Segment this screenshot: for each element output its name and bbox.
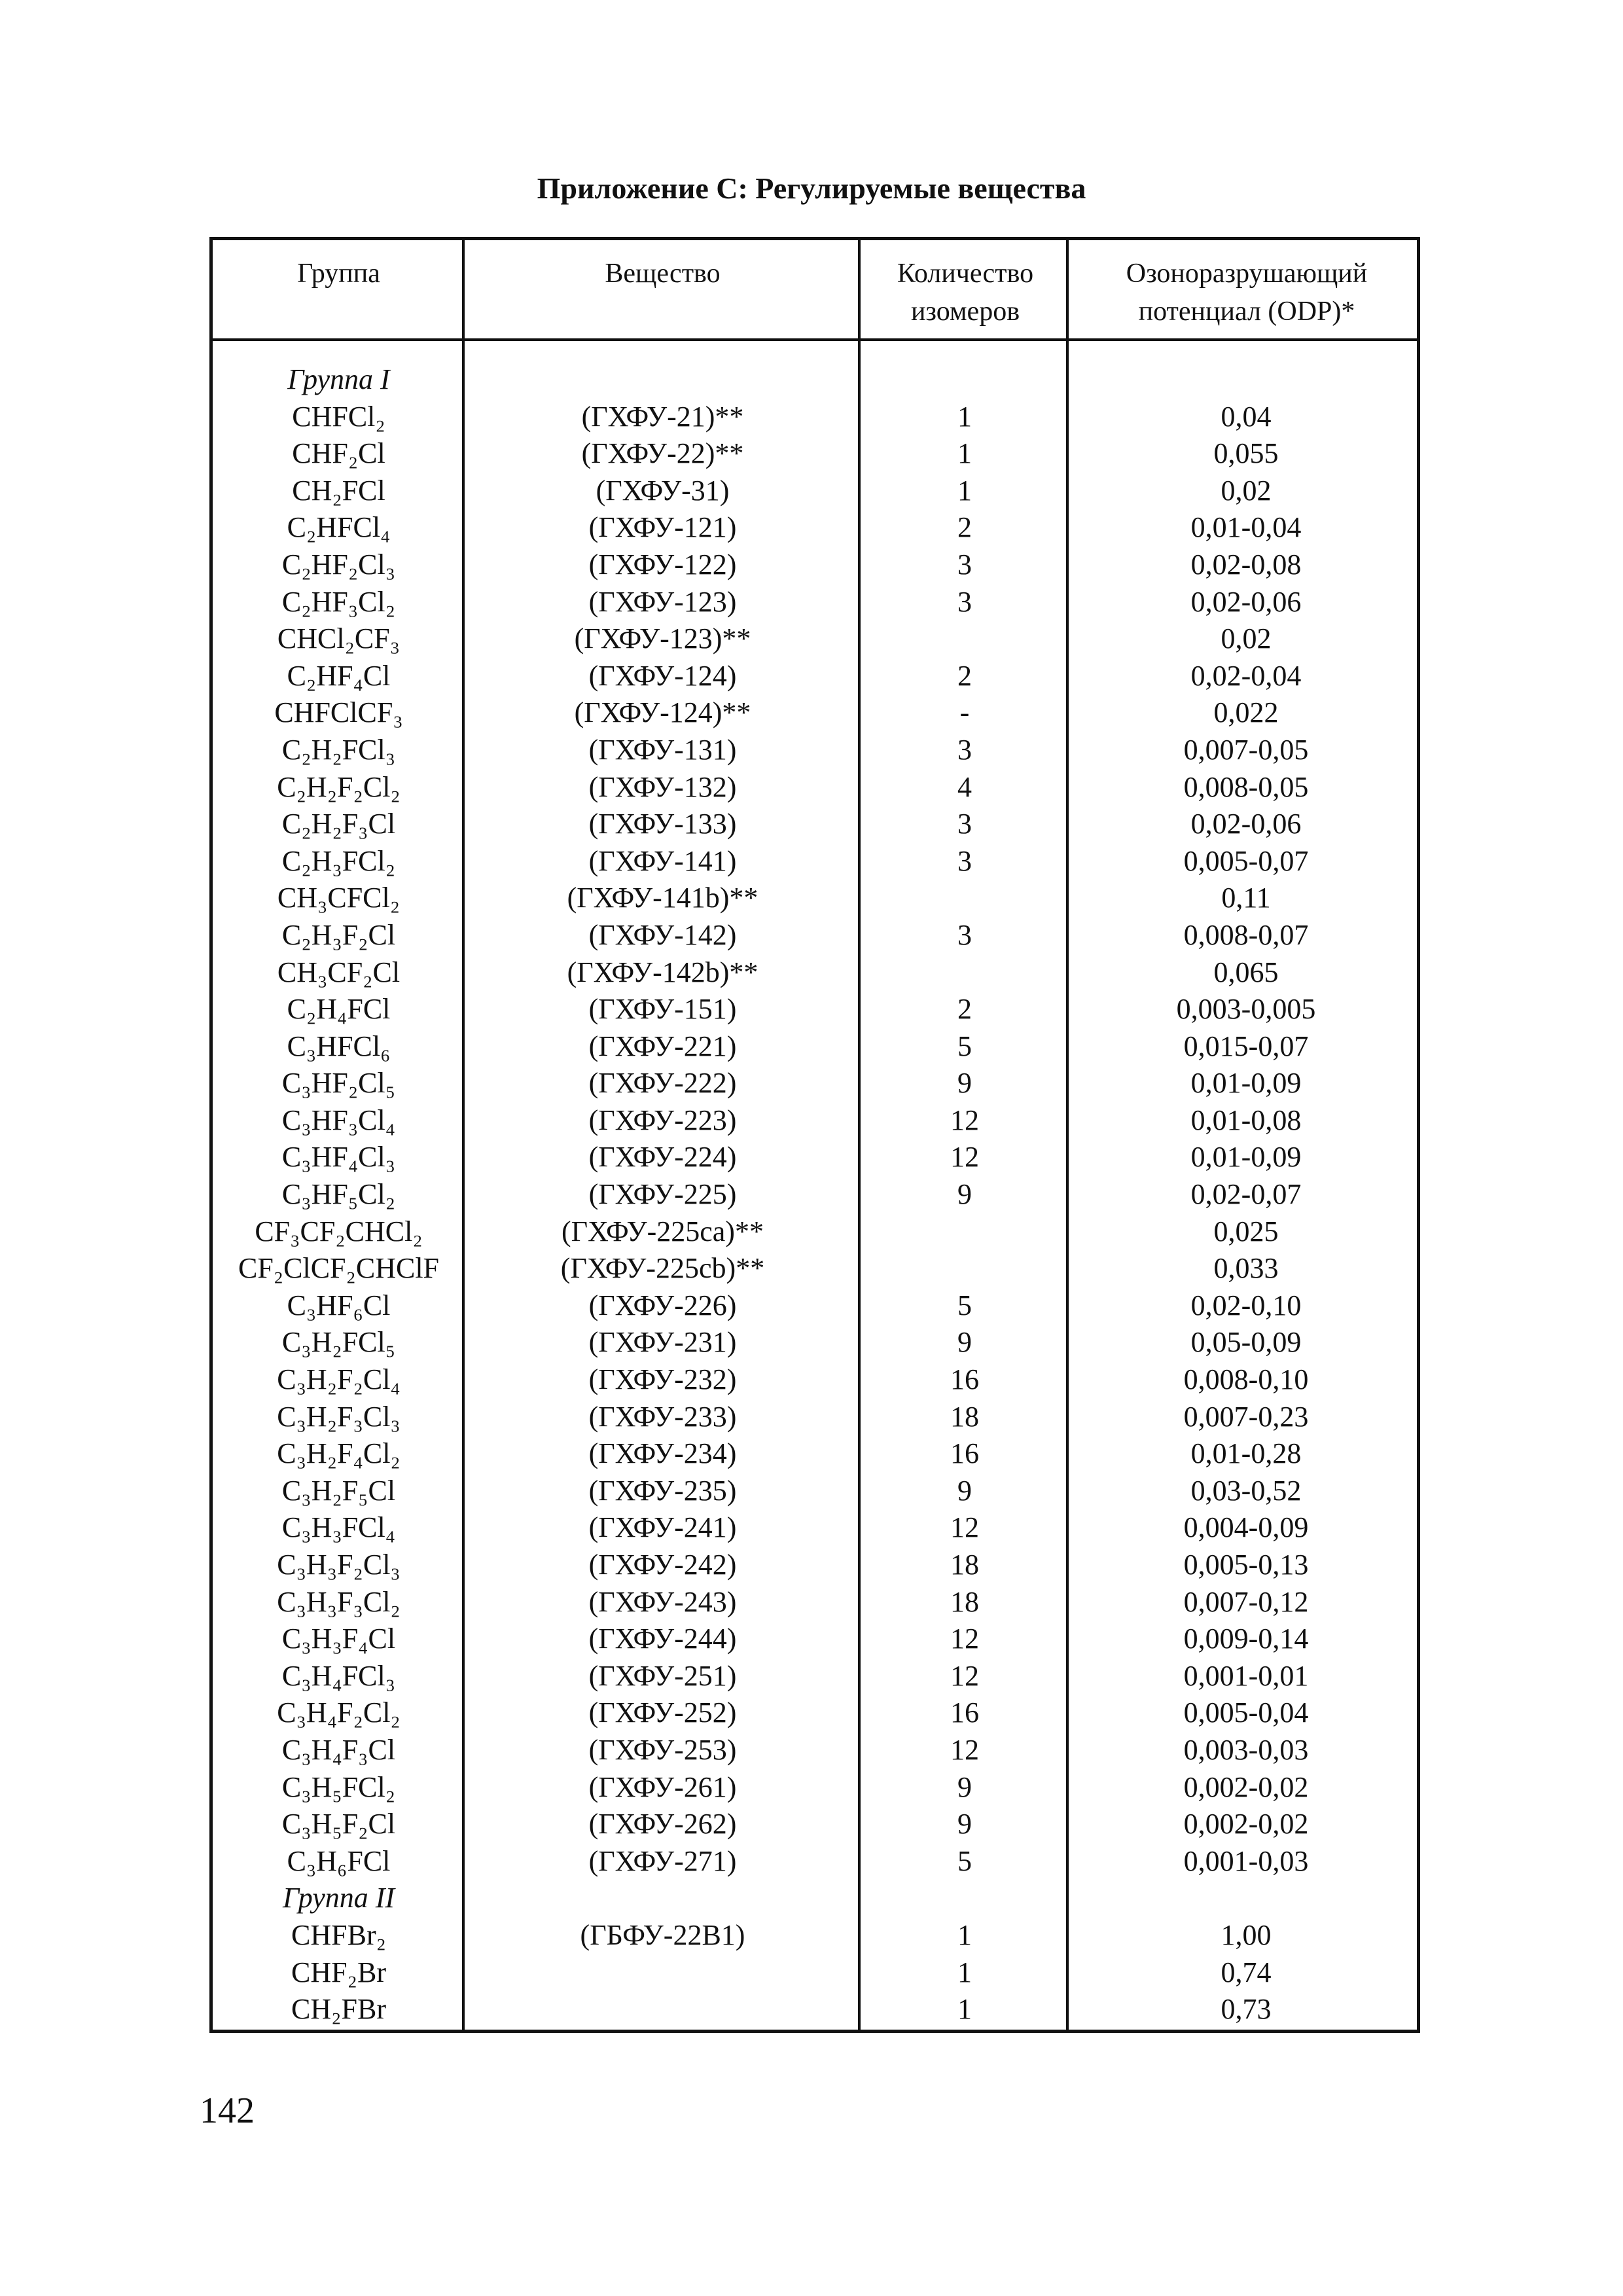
formula-cell: C₂H₂F₂Cl₂ [277,770,401,803]
formula-cell: CH₃CF₂Cl [277,956,401,988]
isomers-cell: 5 [957,1030,972,1062]
substance-cell: (ГХФУ-231) [588,1326,737,1359]
formula-cell: C₂H₃FCl₂ [281,844,396,877]
table-row [213,1287,1417,1325]
table-row [213,694,1417,732]
isomers-cell: 9 [957,1178,972,1211]
table-row [213,1769,1417,1806]
table-row [213,1880,1417,1917]
substance-cell: (ГХФУ-226) [588,1289,737,1321]
formula-cell: C₃HFCl₆ [287,1030,391,1062]
odp-cell: 0,02-0,06 [1190,808,1302,840]
substance-cell: (ГХФУ-151) [588,993,737,1026]
odp-cell: 0,022 [1213,696,1279,729]
odp-cell: 0,004-0,09 [1183,1511,1309,1544]
odp-cell: 0,11 [1221,882,1271,914]
formula-cell: CHFBr₂ [291,1918,386,1951]
formula-cell: C₃H₃F₃Cl₂ [277,1585,401,1618]
odp-cell: 0,055 [1213,437,1279,470]
table-row [213,399,1417,436]
isomers-cell: 18 [950,1585,979,1618]
table-row [213,880,1417,917]
substance-cell: (ГБФУ-22В1) [580,1918,745,1951]
formula-cell: C₃HF₄Cl₃ [281,1141,396,1174]
header-group: Группа [297,259,380,289]
table-row [213,1176,1417,1213]
table-row [213,917,1417,954]
formula-cell: C₂H₂F₃Cl [281,808,396,840]
formula-cell: C₃H₃F₄Cl [281,1623,396,1655]
formula-cell: CF₃CF₂CHCl₂ [255,1215,423,1247]
isomers-cell: 3 [957,733,972,766]
substances-table [209,237,1420,2033]
header-isomers: Количество изомеров [897,259,1034,327]
substance-cell: (ГХФУ-251) [588,1659,737,1692]
odp-cell: 0,007-0,05 [1183,733,1309,766]
substance-cell: (ГХФУ-243) [588,1585,737,1618]
isomers-cell: 2 [957,659,972,692]
odp-cell: 0,01-0,09 [1190,1141,1302,1174]
odp-cell: 0,02-0,04 [1190,659,1302,692]
odp-cell: 0,003-0,005 [1176,993,1316,1026]
formula-cell: C₃H₂FCl₅ [281,1326,396,1359]
substance-cell: (ГХФУ-122) [588,548,737,581]
table-row [213,1473,1417,1510]
odp-cell: 0,02-0,10 [1190,1289,1302,1321]
table-row [213,1658,1417,1695]
odp-cell: 0,01-0,08 [1190,1103,1302,1136]
odp-cell: 0,008-0,07 [1183,918,1309,951]
substance-cell: (ГХФУ-22)** [581,437,744,470]
formula-cell: C₂H₃F₂Cl [281,918,396,951]
table-row [213,509,1417,547]
odp-cell: 0,009-0,14 [1183,1623,1309,1655]
substance-cell: (ГХФУ-121) [588,511,737,544]
table-row [213,1435,1417,1473]
isomers-cell: 9 [957,1474,972,1507]
odp-cell: 0,05-0,09 [1190,1326,1302,1359]
substance-cell: (ГХФУ-142) [588,918,737,951]
substance-cell: (ГХФУ-252) [588,1696,737,1729]
substance-cell: (ГХФУ-131) [588,733,737,766]
table-row [213,1028,1417,1066]
table-row [213,1102,1417,1139]
odp-cell: 0,003-0,03 [1183,1733,1309,1766]
isomers-cell: 5 [957,1289,972,1321]
formula-cell: CH₃CFCl₂ [277,882,401,914]
formula-cell: C₂H₂FCl₃ [281,733,396,766]
isomers-cell: 12 [950,1103,979,1136]
odp-cell: 0,01-0,28 [1190,1437,1302,1470]
page-number: 142 [200,2090,255,2131]
isomers-cell: 1 [957,400,972,433]
odp-cell: 0,007-0,12 [1183,1585,1309,1618]
formula-cell: CH₂FCl [292,474,385,507]
table-row [213,954,1417,992]
odp-cell: 0,001-0,03 [1183,1844,1309,1877]
table-row [213,843,1417,880]
header-odp: Озоноразрушающий потенциал (ODP)* [1126,259,1368,327]
odp-cell: 0,005-0,07 [1183,844,1309,877]
table-row [213,1065,1417,1102]
isomers-cell: 9 [957,1067,972,1100]
isomers-cell: 4 [957,770,972,803]
substance-cell: (ГХФУ-262) [588,1808,737,1840]
substance-cell: (ГХФУ-244) [588,1623,737,1655]
table-row [213,435,1417,473]
formula-cell: C₂HF₄Cl [287,659,391,692]
table-row [213,1509,1417,1547]
formula-cell: C₃HF₆Cl [287,1289,391,1321]
odp-cell: 0,015-0,07 [1183,1030,1309,1062]
substance-cell: (ГХФУ-31) [596,474,730,507]
substance-cell: (ГХФУ-141) [588,844,737,877]
odp-cell: 0,73 [1221,1993,1272,2026]
formula-cell: C₃H₄FCl₃ [281,1659,396,1692]
substance-cell: (ГХФУ-123) [588,585,737,618]
substance-cell: (ГХФУ-221) [588,1030,737,1062]
substance-cell: (ГХФУ-233) [588,1400,737,1433]
substance-cell: (ГХФУ-225ca)** [562,1215,764,1247]
odp-cell: 0,005-0,04 [1183,1696,1309,1729]
substance-cell: (ГХФУ-242) [588,1549,737,1581]
table-row [213,991,1417,1028]
odp-cell: 0,02 [1221,622,1272,655]
formula-cell: C₂HF₃Cl₂ [281,585,396,618]
table-row [213,1695,1417,1732]
substance-cell: (ГХФУ-225) [588,1178,737,1211]
odp-cell: 0,005-0,13 [1183,1549,1309,1581]
page-title: Приложение С: Регулируемые вещества [537,171,1086,205]
substance-cell: (ГХФУ-241) [588,1511,737,1544]
isomers-cell: 18 [950,1549,979,1581]
table-row [213,1621,1417,1658]
substance-cell: (ГХФУ-234) [588,1437,737,1470]
table-row [213,1213,1417,1251]
table-row [213,1547,1417,1584]
isomers-cell: 9 [957,1326,972,1359]
header-substance: Вещество [605,259,721,289]
substance-cell: (ГХФУ-133) [588,808,737,840]
odp-cell: 0,001-0,01 [1183,1659,1309,1692]
odp-cell: 0,02 [1221,474,1272,507]
odp-cell: 0,025 [1213,1215,1279,1247]
formula-cell: C₂HF₂Cl₃ [281,548,396,581]
substance-cell: (ГХФУ-223) [588,1103,737,1136]
isomers-cell: 12 [950,1623,979,1655]
substance-cell: (ГХФУ-142b)** [567,956,758,988]
table-row [213,1361,1417,1399]
isomers-cell: 1 [957,1956,972,1988]
isomers-cell: 16 [950,1437,979,1470]
substance-cell: (ГХФУ-232) [588,1363,737,1396]
formula-cell: C₂HFCl₄ [287,511,391,544]
substance-cell: (ГХФУ-124)** [574,696,751,729]
formula-cell: C₃H₂F₅Cl [281,1474,396,1507]
substance-cell: (ГХФУ-235) [588,1474,737,1507]
isomers-cell: 12 [950,1141,979,1174]
group-label: Группа II [282,1882,395,1914]
isomers-cell: 1 [957,1993,972,2026]
table-row [213,1991,1417,2028]
isomers-cell: 1 [957,474,972,507]
table-row [213,1399,1417,1436]
isomers-cell: 3 [957,808,972,840]
isomers-cell: 16 [950,1363,979,1396]
formula-cell: C₃H₅F₂Cl [281,1808,396,1840]
table-row [213,806,1417,843]
odp-cell: 0,02-0,07 [1190,1178,1302,1211]
isomers-cell: 2 [957,993,972,1026]
odp-cell: 0,002-0,02 [1183,1808,1309,1840]
formula-cell: CH₂FBr [291,1993,386,2026]
substance-cell: (ГХФУ-123)** [574,622,751,655]
table-row [213,1806,1417,1843]
table-header [213,240,1417,338]
odp-cell: 0,74 [1221,1956,1272,1988]
formula-cell: CHCl₂CF₃ [277,622,401,655]
isomers-cell: 12 [950,1659,979,1692]
table-row [213,547,1417,584]
formula-cell: C₃H₂F₂Cl₄ [277,1363,401,1396]
odp-cell: 0,033 [1213,1252,1279,1285]
odp-cell: 1,00 [1221,1918,1272,1951]
formula-cell: C₃H₂F₃Cl₃ [277,1400,401,1433]
table-body [213,361,1417,2028]
odp-cell: 0,03-0,52 [1190,1474,1302,1507]
isomers-cell: 16 [950,1696,979,1729]
formula-cell: CHF₂Cl [292,437,385,470]
table-row [213,584,1417,621]
substance-cell: (ГХФУ-222) [588,1067,737,1100]
formula-cell: C₃H₅FCl₂ [281,1770,396,1803]
table-row [213,658,1417,695]
formula-cell: C₃HF₂Cl₅ [281,1067,396,1100]
table-row [213,1843,1417,1880]
substance-cell: (ГХФУ-132) [588,770,737,803]
formula-cell: CHFClCF₃ [274,696,403,729]
substance-cell: (ГХФУ-225cb)** [560,1252,765,1285]
isomers-cell: - [959,696,970,729]
odp-cell: 0,01-0,09 [1190,1067,1302,1100]
isomers-cell: 18 [950,1400,979,1433]
formula-cell: C₃H₆FCl [287,1844,391,1877]
table-row [213,1917,1417,1954]
table-row [213,1732,1417,1769]
table-row [213,732,1417,769]
formula-cell: C₃HF₅Cl₂ [281,1178,396,1211]
isomers-cell: 3 [957,918,972,951]
substance-cell: (ГХФУ-124) [588,659,737,692]
odp-cell: 0,02-0,08 [1190,548,1302,581]
isomers-cell: 12 [950,1733,979,1766]
isomers-cell: 1 [957,1918,972,1951]
odp-cell: 0,01-0,04 [1190,511,1302,544]
table-row [213,1954,1417,1992]
table-row [213,769,1417,806]
odp-cell: 0,04 [1221,400,1272,433]
table-row [213,1250,1417,1287]
table-row [213,473,1417,510]
formula-cell: CHFCl₂ [292,400,385,433]
header-divider [213,338,1417,341]
formula-cell: C₂H₄FCl [287,993,391,1026]
substance-cell: (ГХФУ-224) [588,1141,737,1174]
odp-cell: 0,008-0,10 [1183,1363,1309,1396]
substance-cell: (ГХФУ-261) [588,1770,737,1803]
table-row [213,1139,1417,1176]
isomers-cell: 9 [957,1770,972,1803]
formula-cell: C₃H₄F₃Cl [281,1733,396,1766]
substance-cell: (ГХФУ-21)** [581,400,744,433]
formula-cell: C₃H₃F₂Cl₃ [277,1549,401,1581]
table-row [213,1584,1417,1621]
isomers-cell: 1 [957,437,972,470]
table-row [213,620,1417,658]
odp-cell: 0,065 [1213,956,1279,988]
group-label: Группа I [287,363,390,395]
formula-cell: CHF₂Br [291,1956,386,1988]
isomers-cell: 3 [957,585,972,618]
formula-cell: C₃H₃FCl₄ [281,1511,396,1544]
isomers-cell: 3 [957,844,972,877]
formula-cell: CF₂ClCF₂CHClF [238,1252,440,1285]
formula-cell: C₃H₄F₂Cl₂ [277,1696,401,1729]
isomers-cell: 3 [957,548,972,581]
odp-cell: 0,008-0,05 [1183,770,1309,803]
substance-cell: (ГХФУ-253) [588,1733,737,1766]
substance-cell: (ГХФУ-141b)** [567,882,758,914]
table-row [213,361,1417,399]
formula-cell: C₃HF₃Cl₄ [281,1103,396,1136]
isomers-cell: 12 [950,1511,979,1544]
isomers-cell: 2 [957,511,972,544]
isomers-cell: 5 [957,1844,972,1877]
isomers-cell: 9 [957,1808,972,1840]
odp-cell: 0,007-0,23 [1183,1400,1309,1433]
table-row [213,1324,1417,1361]
substance-cell: (ГХФУ-271) [588,1844,737,1877]
odp-cell: 0,002-0,02 [1183,1770,1309,1803]
formula-cell: C₃H₂F₄Cl₂ [277,1437,401,1470]
odp-cell: 0,02-0,06 [1190,585,1302,618]
